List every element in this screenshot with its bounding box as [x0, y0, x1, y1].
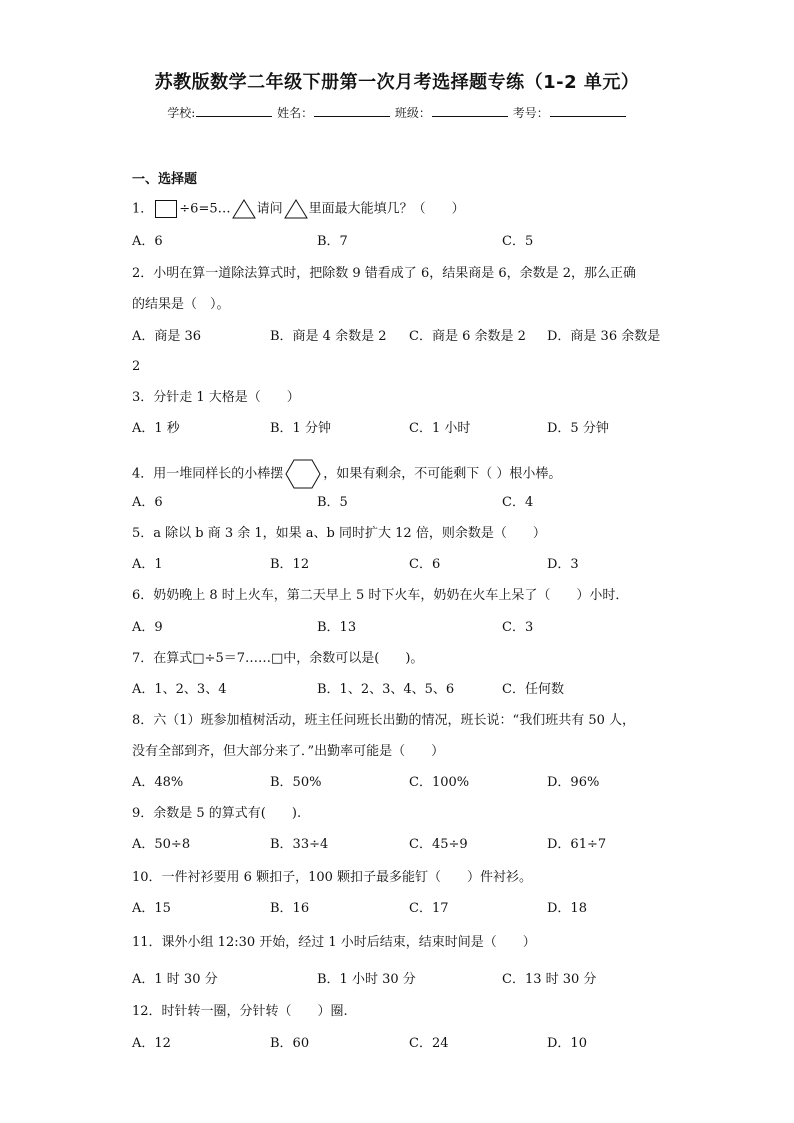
option-b[interactable]: B．1、2、3、4、5、6	[317, 682, 455, 697]
question-text: 里面最大能填几？（ ）	[308, 201, 465, 217]
option-c[interactable]: C．6	[409, 557, 441, 572]
number-label: 考号：	[512, 106, 549, 120]
question-2-line-2: 的结果是（ ）。	[132, 297, 230, 312]
option-d[interactable]: D．10	[547, 1036, 587, 1051]
question-12: 12．时针转一圈，分针转（ ）圈.	[132, 1004, 348, 1019]
option-d-wrap: 2	[132, 359, 141, 374]
option-a[interactable]: A．6	[132, 234, 163, 249]
question-6: 6．奶奶晚上 8 时上火车，第二天早上 5 时下火车，奶奶在火车上呆了（ ）小时．	[132, 588, 629, 603]
option-c[interactable]: C．3	[502, 620, 534, 635]
option-a[interactable]: A．12	[132, 1036, 171, 1051]
section-heading: 一、选择题	[132, 172, 198, 187]
option-d[interactable]: D．商是 36 余数是	[547, 329, 661, 344]
question-2-line-1: 2．小明在算一道除法算式时，把除数 9 错看成了 6，结果商是 6，余数是 2，那么正确	[132, 266, 637, 281]
option-c[interactable]: C．45÷9	[409, 837, 468, 852]
option-d[interactable]: D．5 分钟	[547, 421, 609, 436]
option-b[interactable]: B．1 分钟	[270, 421, 331, 436]
option-a[interactable]: A．1、2、3、4	[132, 682, 227, 697]
class-blank[interactable]	[432, 104, 508, 117]
option-c[interactable]: C．任何数	[502, 682, 564, 697]
option-a[interactable]: A．1 秒	[132, 421, 180, 436]
option-b[interactable]: B．5	[317, 495, 348, 510]
option-a[interactable]: A．商是 36	[132, 329, 202, 344]
option-c[interactable]: C．1 小时	[409, 421, 471, 436]
question-9: 9．余数是 5 的算式有( ).	[132, 806, 302, 821]
question-11: 11．课外小组 12:30 开始，经过 1 小时后结束，结束时间是（ ）	[132, 935, 536, 950]
class-label: 班级：	[394, 106, 431, 120]
option-a[interactable]: A．48%	[132, 775, 184, 790]
school-blank[interactable]	[196, 104, 272, 117]
option-d[interactable]: D．3	[547, 557, 579, 572]
option-a[interactable]: A．50÷8	[132, 837, 191, 852]
option-c[interactable]: C．100%	[409, 775, 470, 790]
option-c[interactable]: C．5	[502, 234, 534, 249]
option-d[interactable]: D．18	[547, 901, 587, 916]
question-10: 10．一件衬衫要用 6 颗扣子，100 颗扣子最多能钉（ ）件衬衫。	[132, 870, 533, 885]
question-7: 7．在算式□÷5＝7……□中，余数可以是( )。	[132, 651, 424, 666]
question-text: ÷6=5…	[179, 201, 231, 217]
question-1	[132, 199, 465, 219]
question-4	[132, 458, 561, 490]
student-info-line	[0, 104, 794, 121]
option-b[interactable]: B．7	[317, 234, 348, 249]
number-blank[interactable]	[550, 104, 626, 117]
option-a[interactable]: A．6	[132, 495, 163, 510]
question-8-line-2: 没有全部到齐，但大部分来了．”出勤率可能是（ ）	[132, 744, 445, 759]
option-c[interactable]: C．4	[502, 495, 534, 510]
triangle-icon	[232, 199, 256, 219]
school-label: 学校:	[167, 106, 196, 120]
question-number: 1．	[132, 201, 154, 217]
option-b[interactable]: B．33÷4	[270, 837, 329, 852]
option-b[interactable]: B．13	[317, 620, 357, 635]
option-b[interactable]: B．50%	[270, 775, 322, 790]
question-text: 4．用一堆同样长的小棒摆	[132, 466, 284, 482]
option-c[interactable]: C．24	[409, 1036, 449, 1051]
option-b[interactable]: B．12	[270, 557, 310, 572]
option-a[interactable]: A．1	[132, 557, 163, 572]
hexagon-icon	[284, 458, 322, 490]
question-8-line-1: 8．六（1）班参加植树活动，班主任问班长出勤的情况，班长说：“我们班共有 50 人，	[132, 713, 635, 728]
option-d[interactable]: D．61÷7	[547, 837, 607, 852]
option-b[interactable]: B．60	[270, 1036, 310, 1051]
name-label: 姓名：	[277, 106, 314, 120]
question-5: 5．a 除以 b 商 3 余 1，如果 a、b 同时扩大 12 倍，则余数是（ ）	[132, 526, 546, 541]
option-b[interactable]: B．16	[270, 901, 310, 916]
option-c[interactable]: C．17	[409, 901, 449, 916]
square-box	[155, 200, 177, 218]
question-text: 请问	[256, 201, 283, 217]
question-text: ，如果有剩余，不可能剩下（ ）根小棒。	[323, 466, 562, 482]
option-b[interactable]: B．商是 4 余数是 2	[270, 329, 387, 344]
option-d[interactable]: D．96%	[547, 775, 600, 790]
name-blank[interactable]	[314, 104, 390, 117]
question-3: 3．分针走 1 大格是（ ）	[132, 390, 300, 405]
option-b[interactable]: B．1 小时 30 分	[317, 972, 416, 987]
option-a[interactable]: A．15	[132, 901, 171, 916]
option-c[interactable]: C．13 时 30 分	[502, 972, 597, 987]
page-title: 苏教版数学二年级下册第一次月考选择题专练（1-2 单元）	[154, 72, 640, 93]
option-a[interactable]: A．1 时 30 分	[132, 972, 218, 987]
option-c[interactable]: C．商是 6 余数是 2	[409, 329, 526, 344]
option-a[interactable]: A．9	[132, 620, 163, 635]
triangle-icon	[284, 199, 308, 219]
